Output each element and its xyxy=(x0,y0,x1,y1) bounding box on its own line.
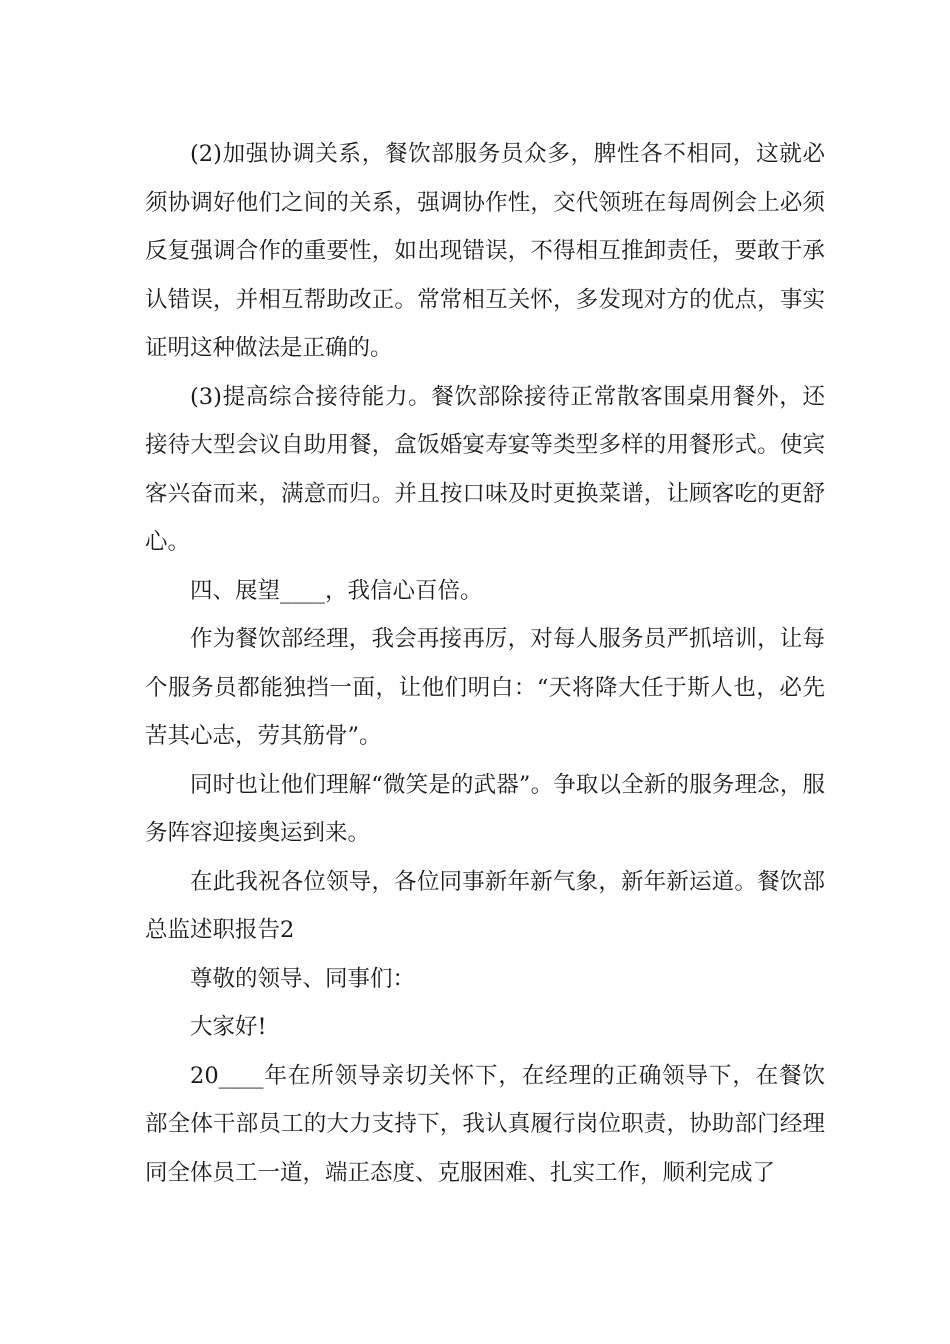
paragraph-coordination: (2)加强协调关系，餐饮部服务员众多，脾性各不相同，这就必须协调好他们之间的关系，强调协作性，交代领班在每周例会上必须反复强调合作的重要性，如出现错误，不得相互推卸责任，要敢于承认错误，并相互帮助改正。常常相互关怀，多发现对方的优点，事实证明这种做法是正确的。 xyxy=(145,141,825,361)
paragraph-new-year-wishes: 在此我祝各位领导，各位同事新年新气象，新年新运道。餐饮部总监述职报告2 xyxy=(145,868,825,943)
paragraph-salutation: 尊敬的领导、同事们： xyxy=(190,965,416,992)
paragraph-annual-summary: 20____年在所领导亲切关怀下，在经理的正确领导下，在餐饮部全体干部员工的大力支持下，我认真履行岗位职责，协助部门经理同全体员工一道，端正态度、克服困难、扎实工作，顺利完成了 xyxy=(145,1062,825,1186)
paragraph-reception-ability: (3)提高综合接待能力。餐饮部除接待正常散客围桌用餐外，还接待大型会议自助用餐，盒饭婚宴寿宴等类型多样的用餐形式。使宾客兴奋而来，满意而归。并且按口味及时更换菜谱，让顾客吃的更舒心。 xyxy=(145,383,825,555)
paragraph-outlook-heading: 四、展望____，我信心百倍。 xyxy=(190,577,483,604)
paragraph-smile-weapon: 同时也让他们理解“微笑是的武器”。争取以全新的服务理念，服务阵容迎接奥运到来。 xyxy=(145,771,825,846)
paragraph-greeting: 大家好! xyxy=(190,1014,267,1040)
paragraph-manager-training: 作为餐饮部经理，我会再接再厉，对每人服务员严抓培训，让每个服务员都能独挡一面，让他们明白：“天将降大任于斯人也，必先苦其心志，劳其筋骨”。 xyxy=(145,626,825,749)
document-body xyxy=(145,130,825,1197)
